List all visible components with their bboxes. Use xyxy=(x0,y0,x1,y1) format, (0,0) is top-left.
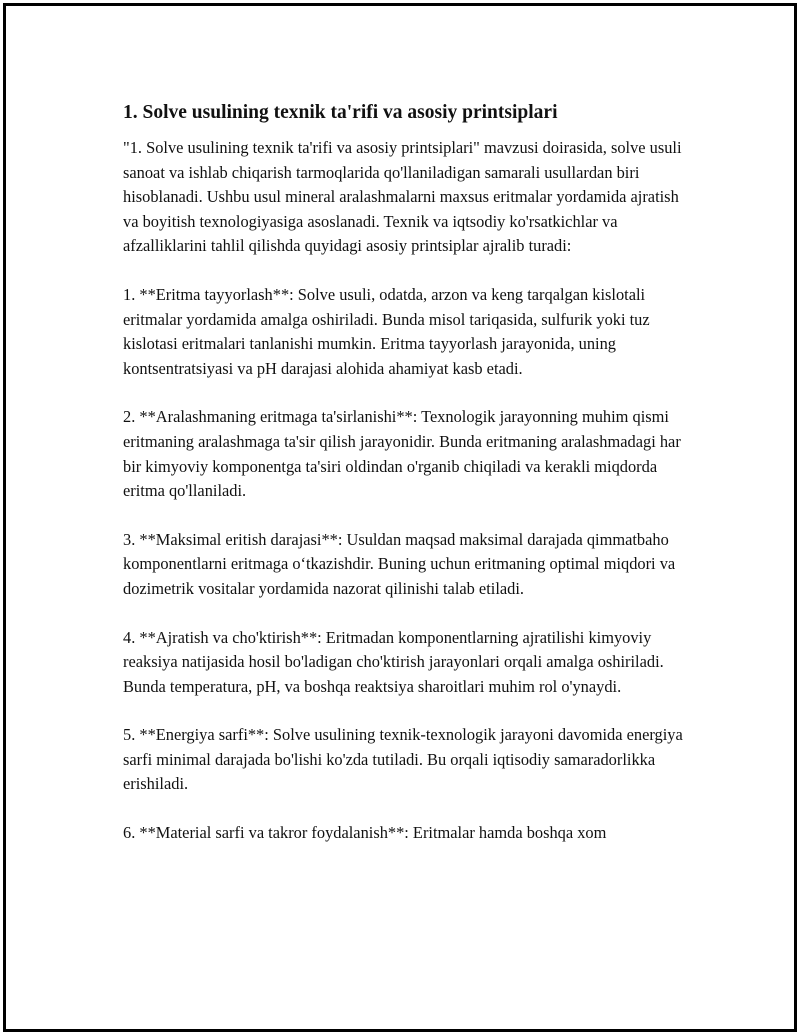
principle-4-paragraph: 4. **Ajratish va cho'ktirish**: Eritmadan komponentlarning ajratilishi kimyoviy reaksiya natijasida hosil bo'ladigan cho'ktirish jarayonlari orqali amalga oshiriladi. Bunda temperatura, pH, va boshqa reaktsiya sharoitlari muhim rol o'ynaydi. xyxy=(123,627,664,696)
principle-5-paragraph: 5. **Energiya sarfi**: Solve usulining texnik-texnologik jarayoni davomida energiya sarfi minimal darajada bo'lishi ko'zda tutiladi. Bu orqali iqtisodiy samaradorlikka erishiladi. xyxy=(123,725,683,794)
page-frame xyxy=(3,3,797,1032)
intro-paragraph: "1. Solve usulining texnik ta'rifi va asosiy printsiplari" mavzusi doirasida, solve usuli sanoat va ishlab chiqarish tarmoqlarida qo'llaniladigan samarali usullardan biri hisoblanadi. Ushbu usul mineral aralashmalarni maxsus eritmalar yordamida ajratish va boyitish texnologiyasiga asoslanadi. Texnik va iqtsodiy ko'rsatkichlar va afzalliklarini tahlil qilishda quyidagi asosiy printsiplar ajralib turadi: xyxy=(123,138,682,256)
principle-3-paragraph: 3. **Maksimal eritish darajasi**: Usuldan maqsad maksimal darajada qimmatbaho komponentlarni eritmaga o‘tkazishdir. Buning uchun eritmaning optimal miqdori va dozimetrik vositalar yordamida nazorat qilinishi talab etiladi. xyxy=(123,529,676,598)
document-body xyxy=(123,100,693,870)
principle-1-paragraph: 1. **Eritma tayyorlash**: Solve usuli, odatda, arzon va keng tarqalgan kislotali eritmalar yordamida amalga oshiriladi. Bunda misol tariqasida, sulfurik yoki tuz kislotasi eritmalari tanlanishi mumkin. Eritma tayyorlash jarayonida, uning kontsentratsiyasi va pH darajasi alohida ahamiyat kasb etadi. xyxy=(123,284,650,378)
document-title: 1. Solve usulining texnik ta'rifi va asosiy printsiplari xyxy=(123,102,558,123)
principle-6-paragraph: 6. **Material sarfi va takror foydalanish**: Eritmalar hamda boshqa xom xyxy=(123,823,607,843)
principle-2-paragraph: 2. **Aralashmaning eritmaga ta'sirlanishi**: Texnologik jarayonning muhim qismi eritmaning aralashmaga ta'sir qilish jarayonidir. Bunda eritmaning aralashmadagi har bir kimyoviy komponentga ta'siri oldindan o'rganib chiqiladi va kerakli miqdorda eritma qo'llaniladi. xyxy=(123,407,681,501)
